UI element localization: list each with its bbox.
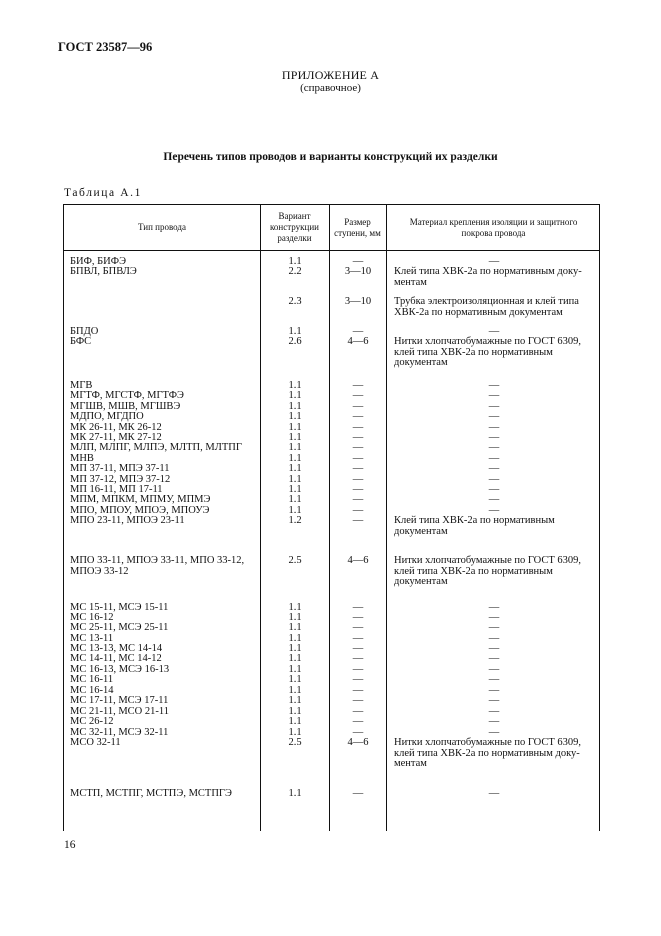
material-cell: — xyxy=(488,474,500,485)
material-cell: — xyxy=(488,695,500,706)
step-size-cell: — xyxy=(352,727,364,738)
material-cell: Нитки хлопчатобумажные по ГОСТ 6309, клей типа ХВК-2а по нормативным документам xyxy=(394,336,582,368)
step-size-cell: — xyxy=(352,716,364,727)
step-size-cell: 4—6 xyxy=(347,555,369,566)
variant-cell: 1.1 xyxy=(288,505,302,516)
material-cell: — xyxy=(488,453,500,464)
material-cell: — xyxy=(488,422,500,433)
step-size-cell: — xyxy=(352,474,364,485)
variant-cell: 1.1 xyxy=(288,664,302,675)
step-size-cell: — xyxy=(352,380,364,391)
column-header-variant: Вариант конструкции разделки xyxy=(270,211,319,243)
wire-type-cell: МС 16-14 xyxy=(70,685,114,696)
variant-cell: 1.1 xyxy=(288,612,302,623)
header-divider xyxy=(64,250,599,251)
column-header-material: Материал крепления изоляции и защитного покрова провода xyxy=(409,216,578,238)
appendix-subtitle: (справочное) xyxy=(300,82,361,94)
variant-cell: 1.1 xyxy=(288,380,302,391)
material-cell: — xyxy=(488,256,500,267)
wire-type-cell: МЛП, МЛПГ, МЛПЭ, МЛТП, МЛТПГ xyxy=(70,442,242,453)
step-size-cell: — xyxy=(352,422,364,433)
variant-cell: 1.1 xyxy=(288,685,302,696)
step-size-cell: — xyxy=(352,484,364,495)
wire-type-cell: МС 25-11, МСЭ 25-11 xyxy=(70,622,169,633)
wire-type-cell: МПО 23-11, МПОЭ 23-11 xyxy=(70,515,185,526)
material-cell: Нитки хлопчатобумажные по ГОСТ 6309, клей типа ХВК-2а по нормативным документам xyxy=(394,555,582,587)
section-title: Перечень типов проводов и варианты конструкций их разделки xyxy=(163,151,498,163)
step-size-cell: — xyxy=(352,633,364,644)
material-cell: — xyxy=(488,716,500,727)
step-size-cell: — xyxy=(352,602,364,613)
variant-cell: 1.1 xyxy=(288,622,302,633)
step-size-cell: — xyxy=(352,401,364,412)
material-cell: — xyxy=(488,706,500,717)
step-size-cell: — xyxy=(352,256,364,267)
variant-cell: 2.6 xyxy=(288,336,302,347)
variant-cell: 2.2 xyxy=(288,266,302,277)
variant-cell: 1.1 xyxy=(288,788,302,799)
material-cell: — xyxy=(488,788,500,799)
wire-type-cell: МС 16-13, МСЭ 16-13 xyxy=(70,664,170,675)
step-size-cell: — xyxy=(352,326,364,337)
variant-cell: 1.1 xyxy=(288,602,302,613)
wire-type-cell: МНВ xyxy=(70,453,94,464)
material-cell: — xyxy=(488,633,500,644)
wire-type-cell: БИФ, БИФЭ xyxy=(70,256,126,267)
step-size-cell: — xyxy=(352,643,364,654)
variant-cell: 1.1 xyxy=(288,453,302,464)
variant-cell: 1.1 xyxy=(288,256,302,267)
step-size-cell: — xyxy=(352,706,364,717)
variant-cell: 1.1 xyxy=(288,442,302,453)
material-cell: — xyxy=(488,380,500,391)
variant-cell: 1.1 xyxy=(288,432,302,443)
material-cell: Клей типа ХВК-2а по нормативным доку- ментам xyxy=(394,266,582,288)
material-cell: — xyxy=(488,622,500,633)
step-size-cell: — xyxy=(352,695,364,706)
wire-type-cell: МС 13-13, МС 14-14 xyxy=(70,643,163,654)
material-cell: — xyxy=(488,653,500,664)
variant-cell: 1.1 xyxy=(288,633,302,644)
material-cell: — xyxy=(488,390,500,401)
variant-cell: 2.5 xyxy=(288,737,302,748)
wire-type-cell: МСТП, МСТПГ, МСТПЭ, МСТПГЭ xyxy=(70,788,232,799)
step-size-cell: — xyxy=(352,685,364,696)
wire-type-cell: МС 17-11, МСЭ 17-11 xyxy=(70,695,169,706)
wire-type-cell: МДПО, МГДПО xyxy=(70,411,144,422)
appendix-title: ПРИЛОЖЕНИЕ А xyxy=(281,68,380,82)
document-header: ГОСТ 23587—96 xyxy=(58,40,153,54)
variant-cell: 1.1 xyxy=(288,653,302,664)
variant-cell: 1.1 xyxy=(288,484,302,495)
material-cell: — xyxy=(488,326,500,337)
wire-type-cell: МК 26-11, МК 26-12 xyxy=(70,422,162,433)
step-size-cell: — xyxy=(352,674,364,685)
wire-type-cell: МПО 33-11, МПОЭ 33-11, МПО 33-12, МПОЭ 33-12 xyxy=(70,555,245,577)
wire-type-cell: МС 15-11, МСЭ 15-11 xyxy=(70,602,169,613)
step-size-cell: — xyxy=(352,622,364,633)
page-number: 16 xyxy=(64,839,76,851)
step-size-cell: — xyxy=(352,788,364,799)
material-cell: — xyxy=(488,674,500,685)
variant-cell: 1.1 xyxy=(288,674,302,685)
column-header-step-size: Размер ступени, мм xyxy=(334,216,381,238)
wire-type-cell: МП 37-12, МПЭ 37-12 xyxy=(70,474,171,485)
variant-cell: 1.1 xyxy=(288,727,302,738)
variant-cell: 1.1 xyxy=(288,695,302,706)
wire-type-cell: МС 21-11, МСО 21-11 xyxy=(70,706,169,717)
material-cell: — xyxy=(488,484,500,495)
material-cell: — xyxy=(488,401,500,412)
variant-cell: 1.1 xyxy=(288,474,302,485)
variant-cell: 1.2 xyxy=(288,515,302,526)
material-cell: — xyxy=(488,602,500,613)
material-cell: — xyxy=(488,612,500,623)
step-size-cell: 3—10 xyxy=(344,266,372,277)
wire-type-cell: МС 14-11, МС 14-12 xyxy=(70,653,162,664)
wire-type-cell: МС 26-12 xyxy=(70,716,114,727)
wire-type-cell: МП 16-11, МП 17-11 xyxy=(70,484,163,495)
step-size-cell: 4—6 xyxy=(347,336,369,347)
step-size-cell: — xyxy=(352,515,364,526)
variant-cell: 2.3 xyxy=(288,296,302,307)
column-header-wire-type: Тип провода xyxy=(138,222,186,232)
material-cell: — xyxy=(488,505,500,516)
wire-type-cell: БФС xyxy=(70,336,92,347)
variant-cell: 1.1 xyxy=(288,463,302,474)
material-cell: — xyxy=(488,432,500,443)
step-size-cell: — xyxy=(352,411,364,422)
wire-type-cell: БПДО xyxy=(70,326,99,337)
step-size-cell: — xyxy=(352,653,364,664)
material-cell: — xyxy=(488,442,500,453)
wire-type-cell: МПО, МПОУ, МПОЭ, МПОУЭ xyxy=(70,505,210,516)
wire-type-cell: МС 32-11, МСЭ 32-11 xyxy=(70,727,169,738)
step-size-cell: — xyxy=(352,390,364,401)
step-size-cell: — xyxy=(352,463,364,474)
step-size-cell: — xyxy=(352,664,364,675)
step-size-cell: — xyxy=(352,612,364,623)
wire-type-cell: МС 16-12 xyxy=(70,612,114,623)
variant-cell: 1.1 xyxy=(288,716,302,727)
step-size-cell: — xyxy=(352,442,364,453)
material-cell: — xyxy=(488,494,500,505)
wire-type-cell: МГТФ, МГСТФ, МГТФЭ xyxy=(70,390,184,401)
wire-type-cell: МСО 32-11 xyxy=(70,737,121,748)
step-size-cell: — xyxy=(352,505,364,516)
material-cell: — xyxy=(488,643,500,654)
wire-type-cell: МГВ xyxy=(70,380,93,391)
variant-cell: 1.1 xyxy=(288,390,302,401)
variant-cell: 1.1 xyxy=(288,494,302,505)
material-cell: Нитки хлопчатобумажные по ГОСТ 6309, клей типа ХВК-2а по нормативным доку- ментам xyxy=(394,737,582,769)
wire-type-cell: МГШВ, МШВ, МГШВЭ xyxy=(70,401,181,412)
wire-type-cell: МС 16-11 xyxy=(70,674,114,685)
step-size-cell: 4—6 xyxy=(347,737,369,748)
wire-type-cell: МПМ, МПКМ, МПМУ, МПМЭ xyxy=(70,494,211,505)
material-cell: Клей типа ХВК-2а по нормативным документам xyxy=(394,515,555,537)
table-label: Таблица А.1 xyxy=(64,187,142,199)
material-cell: — xyxy=(488,685,500,696)
material-cell: — xyxy=(488,463,500,474)
step-size-cell: — xyxy=(352,453,364,464)
variant-cell: 1.1 xyxy=(288,643,302,654)
wire-type-cell: БПВЛ, БПВЛЭ xyxy=(70,266,137,277)
material-cell: — xyxy=(488,411,500,422)
step-size-cell: — xyxy=(352,494,364,505)
variant-cell: 1.1 xyxy=(288,401,302,412)
wire-type-cell: МК 27-11, МК 27-12 xyxy=(70,432,162,443)
wire-type-cell: МС 13-11 xyxy=(70,633,114,644)
material-cell: Трубка электроизоляционная и клей типа ХВК-2а по нормативным документам xyxy=(394,296,579,318)
variant-cell: 1.1 xyxy=(288,326,302,337)
variant-cell: 1.1 xyxy=(288,422,302,433)
wire-type-cell: МП 37-11, МПЭ 37-11 xyxy=(70,463,170,474)
variant-cell: 2.5 xyxy=(288,555,302,566)
material-cell: — xyxy=(488,664,500,675)
variant-cell: 1.1 xyxy=(288,411,302,422)
wire-types-table xyxy=(63,204,600,831)
variant-cell: 1.1 xyxy=(288,706,302,717)
step-size-cell: 3—10 xyxy=(344,296,372,307)
step-size-cell: — xyxy=(352,432,364,443)
material-cell: — xyxy=(488,727,500,738)
